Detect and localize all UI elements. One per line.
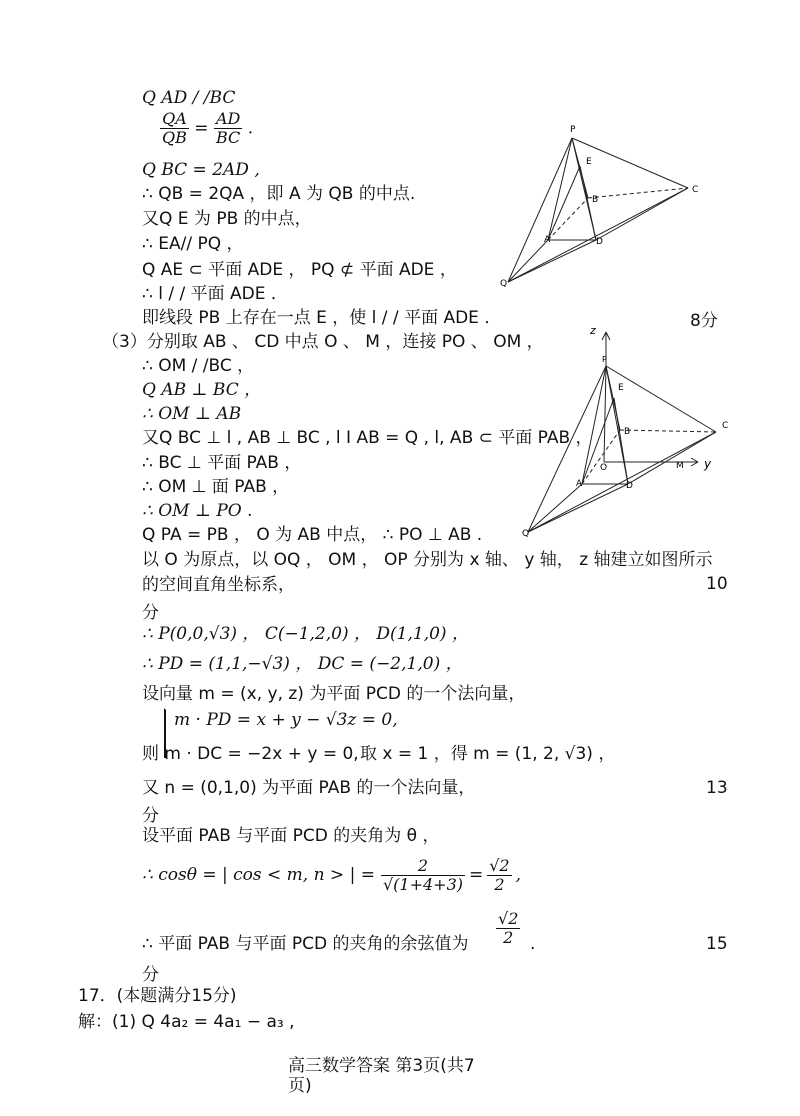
line-vector-coords: ∴ PD = (1,1,−√3) ， DC = (−2,1,0) ， <box>142 654 463 674</box>
figure-pyramid-2 <box>520 318 740 538</box>
fig1-label-a: A <box>544 235 551 245</box>
score-15-unit: 分 <box>142 965 159 985</box>
line-cos-theta: ∴ cosθ = | cos < m, n > | = $\frac{2}{√(1+4+3)}$ = $\frac{√2}{2}$ , <box>142 855 522 894</box>
line-bc-eq-2ad: Q BC = 2AD , <box>142 160 260 180</box>
score-10: 10 <box>706 574 728 594</box>
frac2-num: AD <box>215 109 241 128</box>
frac1-den: QB <box>162 128 187 147</box>
frac5 <box>496 910 520 947</box>
fig2-label-b: B <box>624 427 631 437</box>
line-part3-intro: （3）分别取 AB 、 CD 中点 O 、 M ，连接 PO 、 OM ， <box>102 332 544 352</box>
equation-dc: 则 m · DC = −2x + y = 0, <box>142 744 359 764</box>
q17-solution-start: 解：(1) Q 4a₂ = 4a₁ − a₃ , <box>78 1012 295 1032</box>
fig2-label-e: E <box>618 383 624 393</box>
line-po-perp-ab: Q PA = PB ， O 为 AB 中点， ∴ PO ⊥ AB . <box>142 525 483 545</box>
fig2-label-q: Q <box>522 529 530 538</box>
line-bc-perp-plane: ∴ BC ⊥ 平面 PAB ， <box>142 453 302 473</box>
score-13: 13 <box>706 778 728 798</box>
line-conclusion-2: 即线段 PB 上存在一点 E ，使 l / / 平面 ADE ． <box>142 308 502 328</box>
line-coord-system: 以 O 为原点，以 OQ ， OM ， OP 分别为 x 轴、 y 轴， z 轴建立如图所示 <box>142 550 713 570</box>
score-15: 15 <box>706 934 728 954</box>
line-final-answer: ∴ 平面 PAB 与平面 PCD 的夹角的余弦值为 <box>142 934 469 954</box>
line-l-parallel-plane: ∴ l / / 平面 ADE ． <box>142 284 288 304</box>
frac5-den: 2 <box>503 928 514 947</box>
footer-page-line2: 页) <box>288 1076 312 1096</box>
fig1-label-c: C <box>692 185 699 195</box>
fig1-label-d: D <box>596 237 603 247</box>
score-13-unit: 分 <box>142 806 159 826</box>
line-ad-parallel-bc: Q AD / /BC <box>142 88 236 108</box>
ratio-equation: $\frac{QA}{QB}$ = $\frac{AD}{BC}$ . <box>162 109 254 147</box>
fig1-label-q: Q <box>500 279 508 289</box>
fig2-label-o: O <box>600 463 608 473</box>
line-e-midpoint: 又Q E 为 PB 的中点， <box>142 209 312 229</box>
footer-page-line1: 高三数学答案 第3页(共7 <box>288 1056 475 1076</box>
line-om-perp-plane: ∴ OM ⊥ 面 PAB ， <box>142 477 290 497</box>
frac1-num: QA <box>160 110 189 129</box>
line-om-perp-ab: ∴ OM ⊥ AB <box>142 404 242 424</box>
frac3-num: 2 <box>381 857 465 876</box>
cos-expr: ∴ cosθ = | cos < m, n > | = <box>142 865 375 885</box>
frac2-den: BC <box>215 128 241 147</box>
line-om-perp-po: ∴ OM ⊥ PO . <box>142 501 253 521</box>
line-point-coords: ∴ P(0,0,√3) ， C(−1,2,0) ， D(1,1,0) ， <box>142 624 469 644</box>
line-ab-perp-bc: Q AB ⊥ BC ， <box>142 380 262 400</box>
score-10-unit: 分 <box>142 603 159 623</box>
line-solve-m: 取 x = 1 ，得 m = (1, 2, √3) ， <box>360 744 616 764</box>
score-8: 8分 <box>690 311 718 331</box>
fig2-label-c: C <box>722 421 729 431</box>
frac3-den: √(1+4+3) <box>382 874 463 894</box>
fig1-label-p: P <box>570 125 576 135</box>
line-ea-parallel-pq: ∴ EA// PQ ， <box>142 234 244 254</box>
fig1-label-e: E <box>586 157 592 167</box>
equation-pd: m · PD = x + y − √3z = 0, <box>174 710 398 730</box>
line-bc-perp-l: 又Q BC ⊥ l , AB ⊥ BC , l I AB = Q , l, AB ⊂ 平面 PAB ， <box>142 428 593 448</box>
frac5-num: √2 <box>498 909 519 928</box>
line-normal-n: 又 n = (0,1,0) 为平面 PAB 的一个法向量， <box>142 778 476 798</box>
frac4-den: 2 <box>494 874 505 894</box>
figure-pyramid-1 <box>500 118 720 298</box>
fig2-label-p: P <box>602 355 607 364</box>
line-coord-system-2: 的空间直角坐标系， <box>142 575 295 595</box>
line-normal-vector: 设向量 m = (x, y, z) 为平面 PCD 的一个法向量， <box>142 684 526 704</box>
fig1-label-b: B <box>592 195 599 205</box>
fig2-label-z: z <box>590 324 596 337</box>
fig2-label-y: y <box>704 457 712 471</box>
period-dot: . <box>530 934 536 954</box>
fig2-label-d: D <box>626 481 633 491</box>
line-a-midpoint: ∴ QB = 2QA ，即 A 为 QB 的中点. <box>142 184 416 204</box>
line-ae-in-plane: Q AE ⊂ 平面 ADE ， PQ ⊄ 平面 ADE ， <box>142 260 457 280</box>
fig2-label-m: M <box>676 461 684 471</box>
line-angle-theta: 设平面 PAB 与平面 PCD 的夹角为 θ ， <box>142 826 440 846</box>
frac4-num: √2 <box>489 855 510 875</box>
fig2-label-a: A <box>576 479 583 489</box>
line-om-parallel-bc: ∴ OM / /BC ， <box>142 356 255 376</box>
q17-title: 17．(本题满分15分) <box>78 986 237 1006</box>
